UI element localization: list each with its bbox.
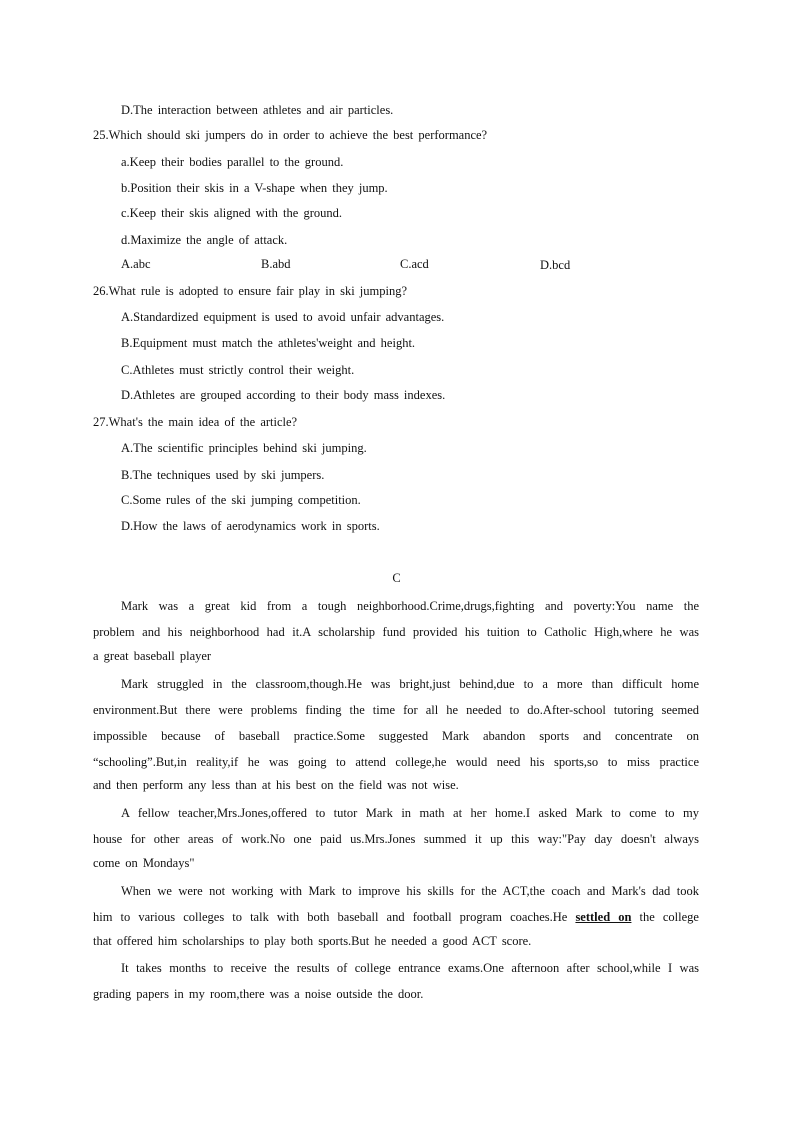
p2-line-2: environment.But there were problems finding the time for all he needed to do.After-school tutoring seemed bbox=[93, 703, 699, 717]
q25-item-b: b.Position their skis in a V-shape when they jump. bbox=[121, 181, 388, 195]
p4-line-1: When we were not working with Mark to improve his skills for the ACT,the coach and Mark's dad took bbox=[121, 884, 699, 898]
q27-option-b: B.The techniques used by ski jumpers. bbox=[121, 468, 325, 482]
q25-choice-b: B.abd bbox=[261, 257, 291, 271]
q25-item-a: a.Keep their bodies parallel to the ground. bbox=[121, 155, 344, 169]
p5-line-1: It takes months to receive the results of college entrance exams.One afternoon after school,while I was bbox=[121, 961, 699, 975]
q25-item-c: c.Keep their skis aligned with the ground. bbox=[121, 206, 342, 220]
q26-option-c: C.Athletes must strictly control their weight. bbox=[121, 363, 355, 377]
q26-option-d: D.Athletes are grouped according to their body mass indexes. bbox=[121, 388, 446, 402]
p3-line-3: come on Mondays" bbox=[93, 856, 195, 870]
q25-item-d: d.Maximize the angle of attack. bbox=[121, 233, 288, 247]
p2-line-4: “schooling”.But,in reality,if he was going to attend college,he would need his sports,so to miss practice bbox=[93, 755, 699, 769]
p1-line-1: Mark was a great kid from a tough neighborhood.Crime,drugs,fighting and poverty:You name the bbox=[121, 599, 699, 613]
p1-line-2: problem and his neighborhood had it.A scholarship fund provided his tuition to Catholic High,where he was bbox=[93, 625, 699, 639]
p4-line-2-after: the college bbox=[631, 910, 699, 924]
q25-choice-c: C.acd bbox=[400, 257, 429, 271]
passage-heading: C bbox=[392, 571, 401, 585]
q27-option-a: A.The scientific principles behind ski jumping. bbox=[121, 441, 367, 455]
q26-option-a: A.Standardized equipment is used to avoid unfair advantages. bbox=[121, 310, 445, 324]
q27-option-d: D.How the laws of aerodynamics work in sports. bbox=[121, 519, 380, 533]
p2-line-5: and then perform any less than at his best on the field was not wise. bbox=[93, 778, 459, 792]
p4-line-2-before: him to various colleges to talk with both baseball and football program coaches.He bbox=[93, 910, 576, 924]
p2-line-3: impossible because of baseball practice.Some suggested Mark abandon sports and concentrate on bbox=[93, 729, 699, 743]
q26-stem: 26.What rule is adopted to ensure fair play in ski jumping? bbox=[93, 284, 408, 298]
p5-line-2: grading papers in my room,there was a noise outside the door. bbox=[93, 987, 424, 1001]
q24-option-d: D.The interaction between athletes and air particles. bbox=[121, 103, 394, 117]
p3-line-1: A fellow teacher,Mrs.Jones,offered to tutor Mark in math at her home.I asked Mark to come to my bbox=[121, 806, 699, 820]
p2-line-1: Mark struggled in the classroom,though.He was bright,just behind,due to a more than difficult home bbox=[121, 677, 699, 691]
settled-on-underlined: settled on bbox=[575, 910, 632, 924]
p1-line-3: a great baseball player bbox=[93, 649, 212, 663]
q25-stem: 25.Which should ski jumpers do in order to achieve the best performance? bbox=[93, 128, 488, 142]
q25-choice-a: A.abc bbox=[121, 257, 151, 271]
q27-option-c: C.Some rules of the ski jumping competition. bbox=[121, 493, 361, 507]
p4-line-3: that offered him scholarships to play both sports.But he needed a good ACT score. bbox=[93, 934, 532, 948]
q25-choice-d: D.bcd bbox=[540, 258, 571, 272]
p3-line-2: house for other areas of work.No one paid us.Mrs.Jones summed it up this way:"Pay day doesn't always bbox=[93, 832, 699, 846]
q27-stem: 27.What's the main idea of the article? bbox=[93, 415, 298, 429]
p4-line-2 bbox=[93, 909, 699, 925]
q26-option-b: B.Equipment must match the athletes'weight and height. bbox=[121, 336, 416, 350]
